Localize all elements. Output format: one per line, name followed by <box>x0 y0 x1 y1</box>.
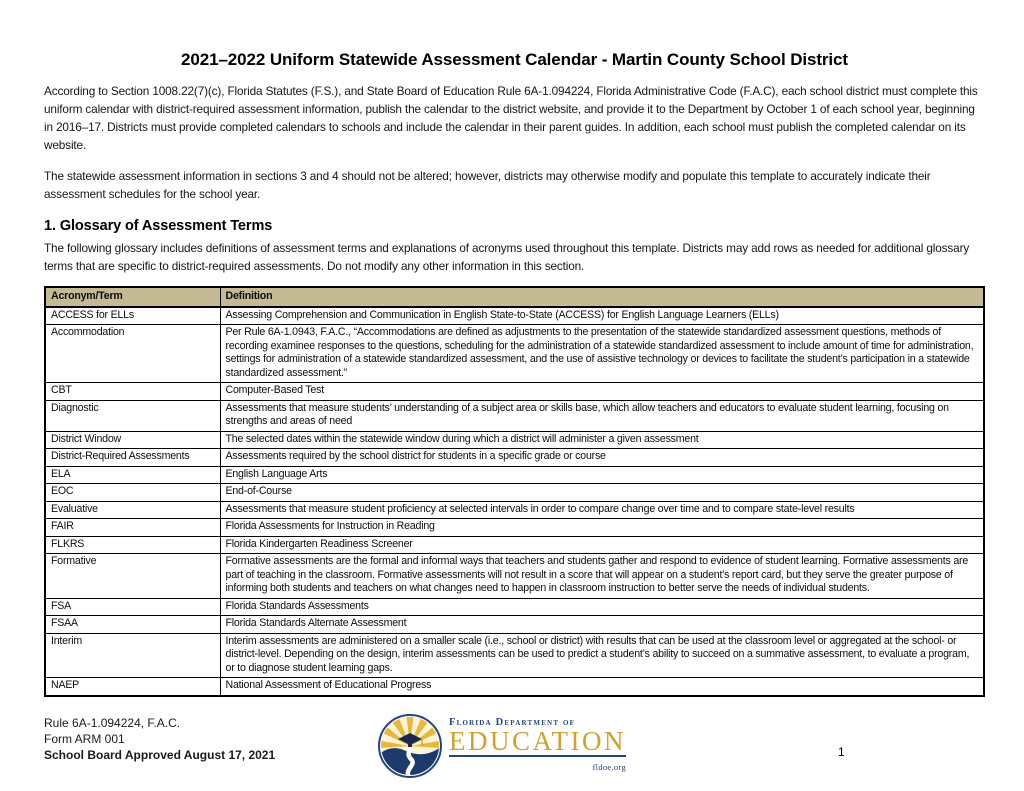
table-row <box>45 633 984 678</box>
fldoe-logo-rule <box>449 755 626 775</box>
term-cell: ELA <box>45 466 220 484</box>
term-cell: NAEP <box>45 678 220 696</box>
table-row <box>45 400 984 431</box>
definition-cell: National Assessment of Educational Progress <box>220 678 984 696</box>
table-header-row <box>45 287 984 307</box>
fldoe-logo-text <box>449 717 626 775</box>
fldoe-logo-line1: Florida Department of <box>449 717 576 728</box>
table-row <box>45 383 984 401</box>
term-cell: EOC <box>45 484 220 502</box>
table-row <box>45 431 984 449</box>
fldoe-logo-line2: EDUCATION <box>449 726 626 756</box>
definition-cell: English Language Arts <box>220 466 984 484</box>
definition-cell: Assessments that measure students’ understanding of a subject area or skills base, which allow teachers and educators to evaluate student learning, focusing on strengths and areas of need <box>220 400 984 431</box>
glossary-table-body <box>45 307 984 696</box>
term-cell: ACCESS for ELLs <box>45 307 220 325</box>
definition-cell: End-of-Course <box>220 484 984 502</box>
table-row <box>45 616 984 634</box>
term-cell: FAIR <box>45 519 220 537</box>
footer-left-block <box>44 715 275 763</box>
term-cell: FSA <box>45 598 220 616</box>
fldoe-logo <box>378 713 626 779</box>
term-cell: District Window <box>45 431 220 449</box>
definition-cell: Formative assessments are the formal and informal ways that teachers and students gather and respond to evidence of student learning. Formative assessments are part of teaching in the classroom. Formative assessments will not result in a score that will appear on a student's report card, but they serve the greater purpose of informing both students and teachers on what changes need to happen in classroom instruction to better serve the needs of individual students. <box>220 554 984 599</box>
column-header-definition: Definition <box>220 287 984 307</box>
term-cell: Diagnostic <box>45 400 220 431</box>
table-row <box>45 519 984 537</box>
definition-cell: Florida Standards Alternate Assessment <box>220 616 984 634</box>
table-row <box>45 484 984 502</box>
page-title: 2021–2022 Uniform Statewide Assessment Calendar - Martin County School District <box>181 50 848 69</box>
definition-cell: The selected dates within the statewide window during which a district will administer a given assessment <box>220 431 984 449</box>
table-row <box>45 536 984 554</box>
table-row <box>45 501 984 519</box>
section-1-heading: 1. Glossary of Assessment Terms <box>44 218 273 234</box>
definition-cell: Interim assessments are administered on a smaller scale (i.e., school or district) with results that can be used at the classroom level or aggregated at the school- or district-level. Depending on the design, interim assessments can be used to predict a student’s ability to succeed on a summative assessment, to evaluate a program, or to diagnose student learning gaps. <box>220 633 984 678</box>
page-footer <box>44 713 985 781</box>
definition-cell: Assessments required by the school district for students in a specific grade or course <box>220 449 984 467</box>
definition-cell: Assessing Comprehension and Communication in English State-to-State (ACCESS) for English Language Learners (ELLs) <box>220 307 984 325</box>
table-row <box>45 678 984 696</box>
term-cell: Interim <box>45 633 220 678</box>
intro-paragraph-1: According to Section 1008.22(7)(c), Florida Statutes (F.S.), and State Board of Education Rule 6A-1.094224, Florida Administrative Code (F.A.C), each school district must complete this uniform calendar with district-required assessment information, publish the calendar to the district website, and provide it to the Department by October 1 of each school year, beginning in 2016–17. Districts must provide completed calendars to schools and include the calendar in their parent guides. In addition, each school must publish the completed calendar on its website. <box>44 84 978 152</box>
table-row <box>45 449 984 467</box>
definition-cell: Florida Kindergarten Readiness Screener <box>220 536 984 554</box>
table-row <box>45 307 984 325</box>
page-number: 1 <box>838 745 845 759</box>
definition-cell: Per Rule 6A-1.0943, F.A.C., “Accommodations are defined as adjustments to the presentation of the statewide standardized assessment questions, methods of recording examinee responses to the questions, scheduling for the administration of a statewide standardized assessment to include amount of time for administration, settings for administration of a statewide standardized assessment, and the use of assistive technology or devices to facilitate the student’s participation in a statewide standardized assessment.” <box>220 325 984 383</box>
footer-form-text: Form ARM 001 <box>44 732 125 746</box>
glossary-table <box>44 286 985 697</box>
term-cell: FSAA <box>45 616 220 634</box>
table-row <box>45 554 984 599</box>
fldoe-seal-icon <box>378 714 442 778</box>
term-cell: Accommodation <box>45 325 220 383</box>
fldoe-logo-url: fldoe.org <box>592 762 626 772</box>
section-1-description: The following glossary includes definitions of assessment terms and explanations of acronyms used throughout this template. Districts may add rows as needed for additional glossary terms that are specific to district-required assessments. Do not modify any other information in this section. <box>44 241 970 273</box>
term-cell: District-Required Assessments <box>45 449 220 467</box>
table-row <box>45 325 984 383</box>
footer-approved-text: School Board Approved August 17, 2021 <box>44 748 276 762</box>
term-cell: Evaluative <box>45 501 220 519</box>
term-cell: Formative <box>45 554 220 599</box>
footer-rule-text: Rule 6A-1.094224, F.A.C. <box>44 716 181 730</box>
table-row <box>45 466 984 484</box>
table-row <box>45 598 984 616</box>
definition-cell: Computer-Based Test <box>220 383 984 401</box>
column-header-acronym-term: Acronym/Term <box>45 287 220 307</box>
definition-cell: Assessments that measure student proficiency at selected intervals in order to compare change over time and to compare state-level results <box>220 501 984 519</box>
definition-cell: Florida Standards Assessments <box>220 598 984 616</box>
definition-cell: Florida Assessments for Instruction in Reading <box>220 519 984 537</box>
term-cell: FLKRS <box>45 536 220 554</box>
term-cell: CBT <box>45 383 220 401</box>
intro-paragraph-2: The statewide assessment information in sections 3 and 4 should not be altered; however, districts may otherwise modify and populate this template to accurately indicate their assessment schedules for the school year. <box>44 169 931 201</box>
